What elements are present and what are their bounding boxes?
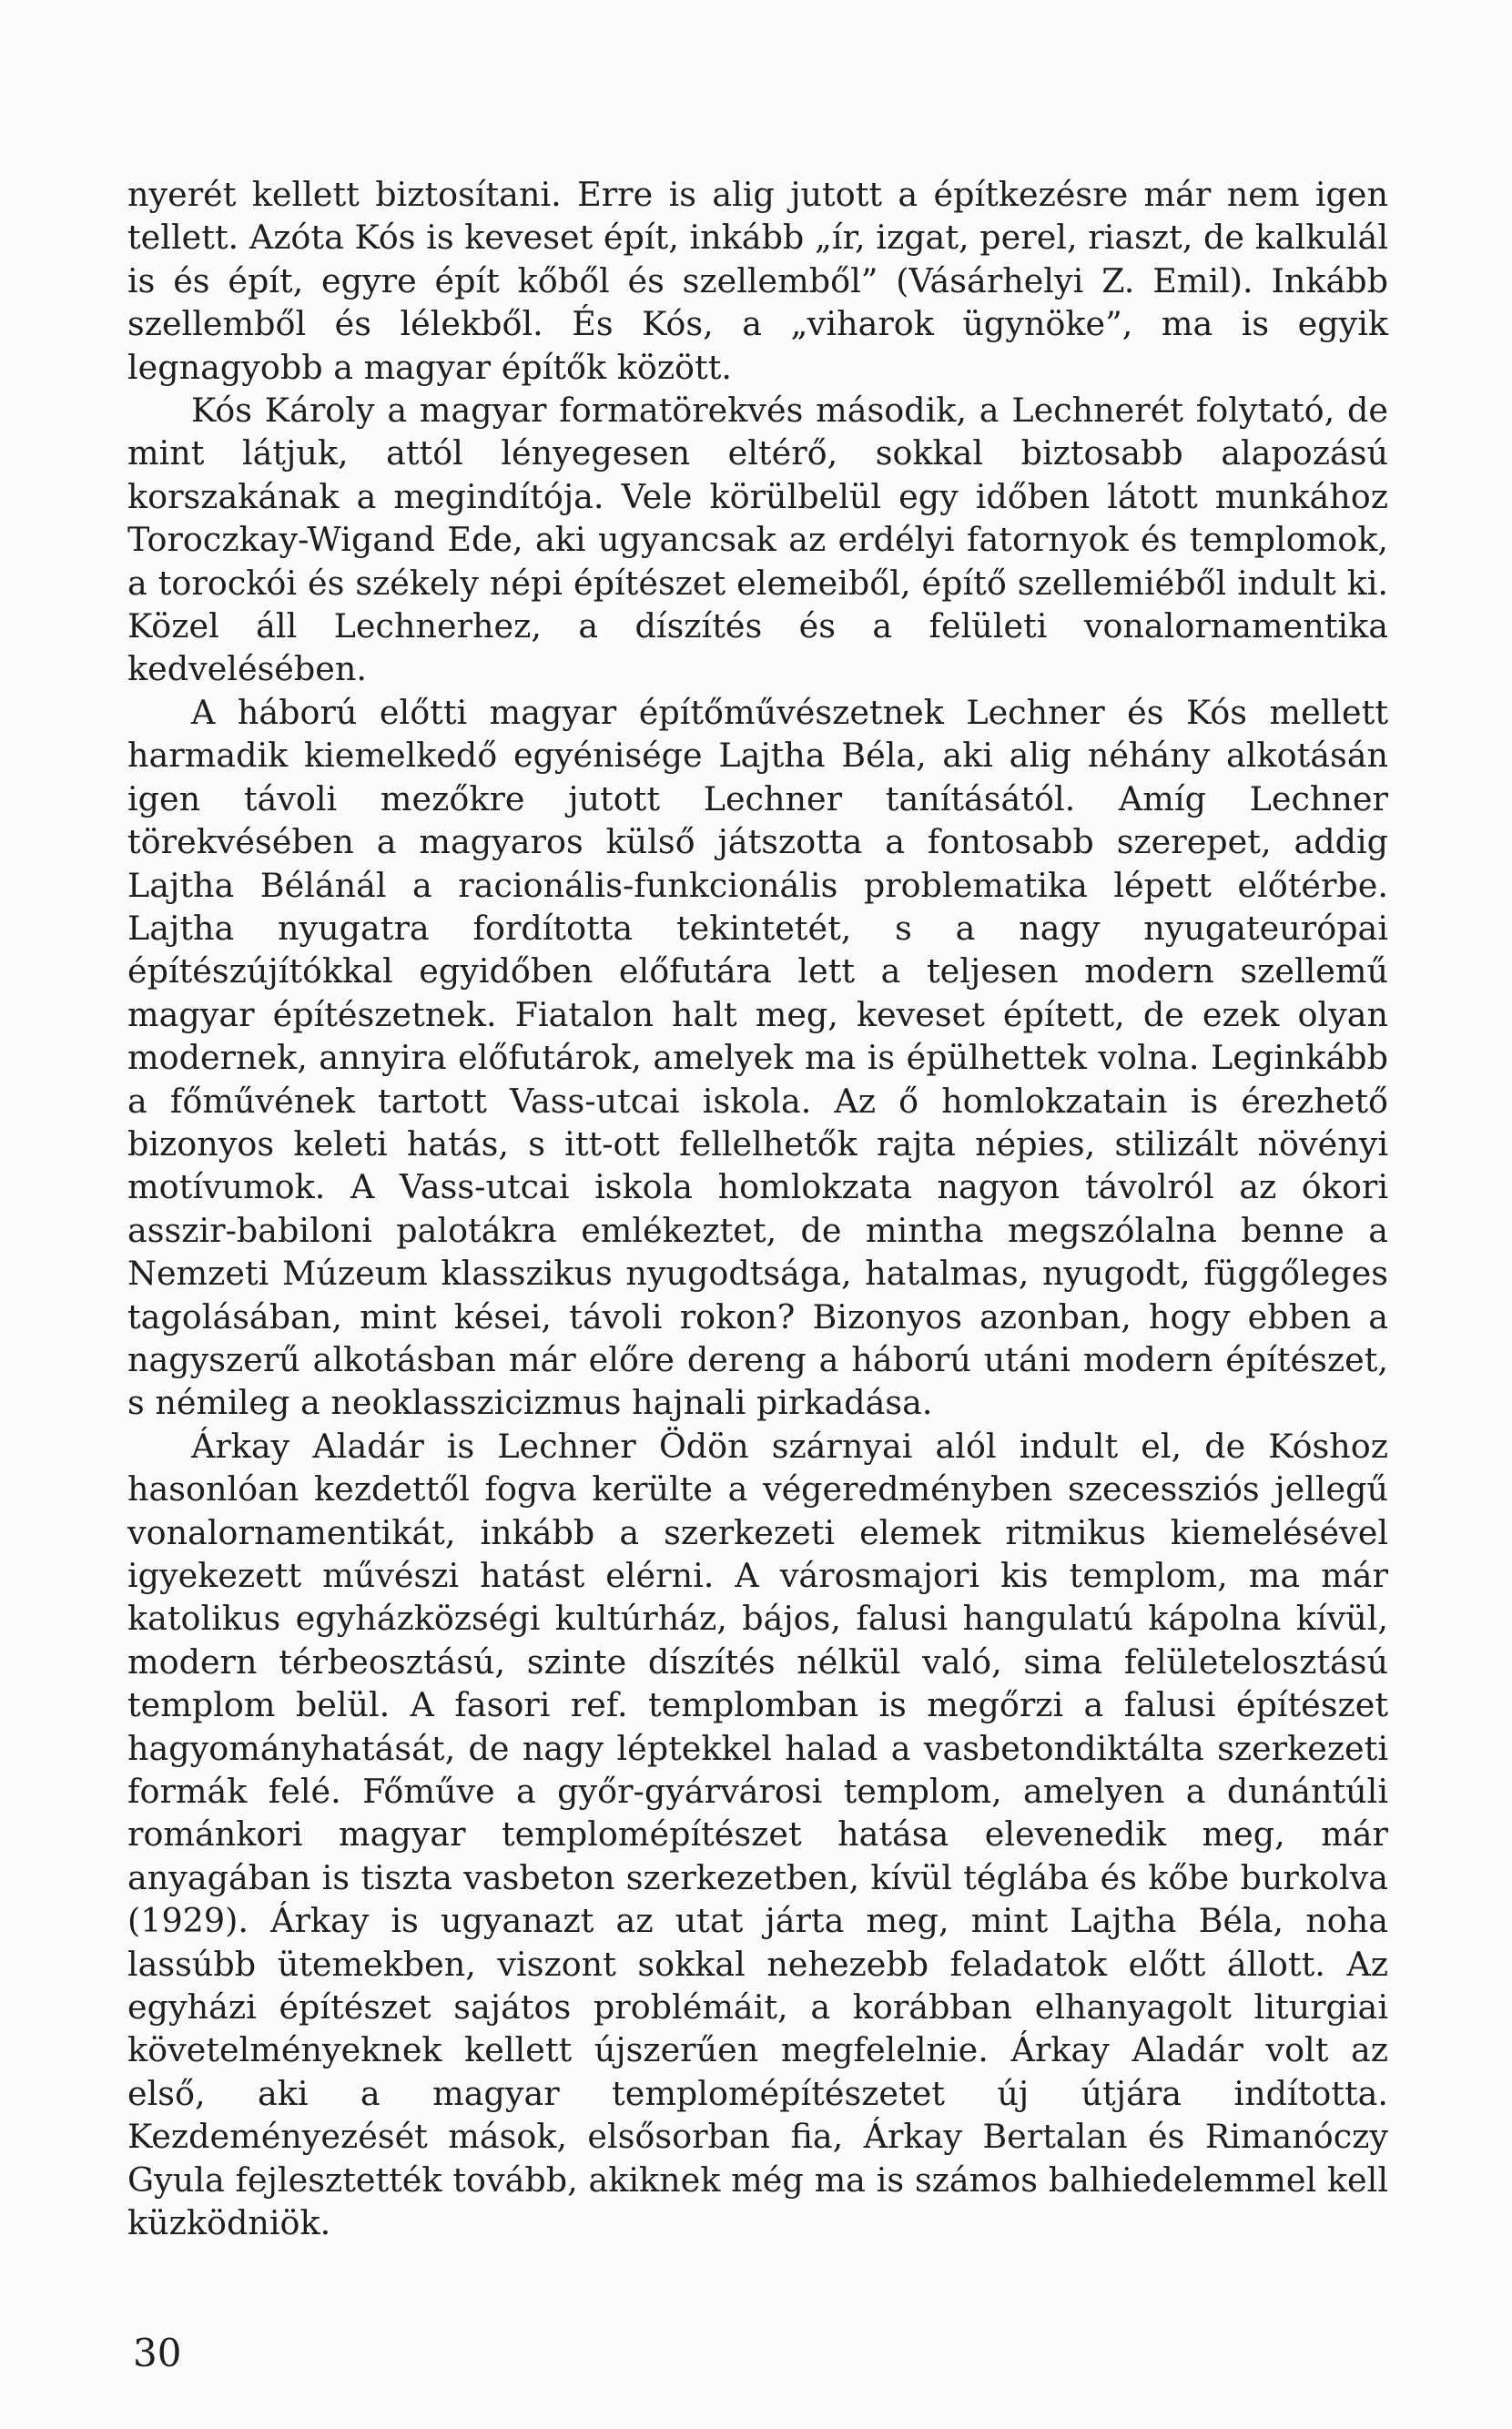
page-number: 30 — [133, 2331, 182, 2375]
paragraph-3: A háború előtti magyar építőművészetnek Lechner és Kós mellett harmadik kiemelkedő egyénisége Lajtha Béla, aki alig néhány alkotásán igen távoli mezőkre jutott Lechner tanításától. Amíg Lechner törekvésében a magyaros külső játszotta a fontosabb szerepet, addig Lajtha Bélánál a racionális-funkcionális problematika lépett előtérbe. Lajtha nyugatra fordította tekintetét, s a nagy nyugateurópai építészújítókkal egyidőben előfutára lett a teljesen modern szellemű magyar építészetnek. Fiatalon halt meg, keveset épített, de ezek olyan modernek, annyira előfutárok, amelyek ma is épülhettek volna. Leginkább a főművének tartott Vass-utcai iskola. Az ő homlokzatain is érezhető bizonyos keleti hatás, s itt-ott fellelhetők rajta népies, stilizált növényi motívumok. A Vass-utcai iskola homlokzata nagyon távolról az ókori asszir-babiloni palotákra emlékeztet, de mintha megszólalna benne a Nemzeti Múzeum klasszikus nyugodtsága, hatalmas, nyugodt, függőleges tagolásában, mint kései, távoli rokon? Bizonyos azonban, hogy ebben a nagyszerű alkotásban már előre dereng a háború utáni modern építészet, s némileg a neoklasszicizmus hajnali pirkadása. — [127, 692, 1388, 1423]
paragraph-1: nyerét kellett biztosítani. Erre is alig jutott a építkezésre már nem igen tellett. Azóta Kós is keveset épít, inkább „ír, izgat, perel, riaszt, de kalkulál is és épít, egyre épít kőből és szellemből” (Vásárhelyi Z. Emil). Inkább szellemből és lélekből. És Kós, a „viharok ügynöke”, ma is egyik legnagyobb a magyar építők között. — [127, 175, 1388, 387]
body-text — [127, 173, 1388, 2245]
paragraph-2: Kós Károly a magyar formatörekvés második, a Lechnerét folytató, de mint látjuk, attól lényegesen eltérő, sokkal biztosabb alapozású korszakának a megindítója. Vele körülbelül egy időben látott munkához Toroczkay-Wigand Ede, aki ugyancsak az erdélyi fatornyok és templomok, a torockói és székely népi építészet elemeiből, építő szellemiéből indult ki. Közel áll Lechnerhez, a díszítés és a felületi vonalornamentika kedvelésében. — [127, 391, 1388, 689]
paragraph-4: Árkay Aladár is Lechner Ödön szárnyai alól indult el, de Kóshoz hasonlóan kezdettől fogva kerülte a végeredményben szecessziós jellegű vonalornamentikát, inkább a szerkezeti elemek ritmikus kiemelésével igyekezett művészi hatást elérni. A városmajori kis templom, ma már katolikus egyházközségi kultúrház, bájos, falusi hangulatú kápolna kívül, modern térbeosztású, szinte díszítés nélkül való, sima felületelosztású templom belül. A fasori ref. templomban is megőrzi a falusi építészet hagyományhatását, de nagy léptekkel halad a vasbetondiktálta szerkezeti formák felé. Főműve a győr-gyárvárosi templom, amelyen a dunántúli románkori magyar templomépítészet hatása elevenedik meg, már anyagában is tiszta vasbeton szerkezetben, kívül téglába és kőbe burkolva (1929). Árkay is ugyanazt az utat járta meg, mint Lajtha Béla, noha lassúbb ütemekben, viszont sokkal nehezebb feladatok előtt állott. Az egyházi építészet sajátos problémáit, a korábban elhanyagolt liturgiai követelményeknek kellett újszerűen megfelelnie. Árkay Aladár volt az első, aki a magyar templomépítészetet új útjára indította. Kezdeményezését mások, elsősorban fia, Árkay Bertalan és Rimanóczy Gyula fejlesztették tovább, akiknek még ma is számos balhiedelemmel kell küzködniök. — [127, 1426, 1388, 2243]
